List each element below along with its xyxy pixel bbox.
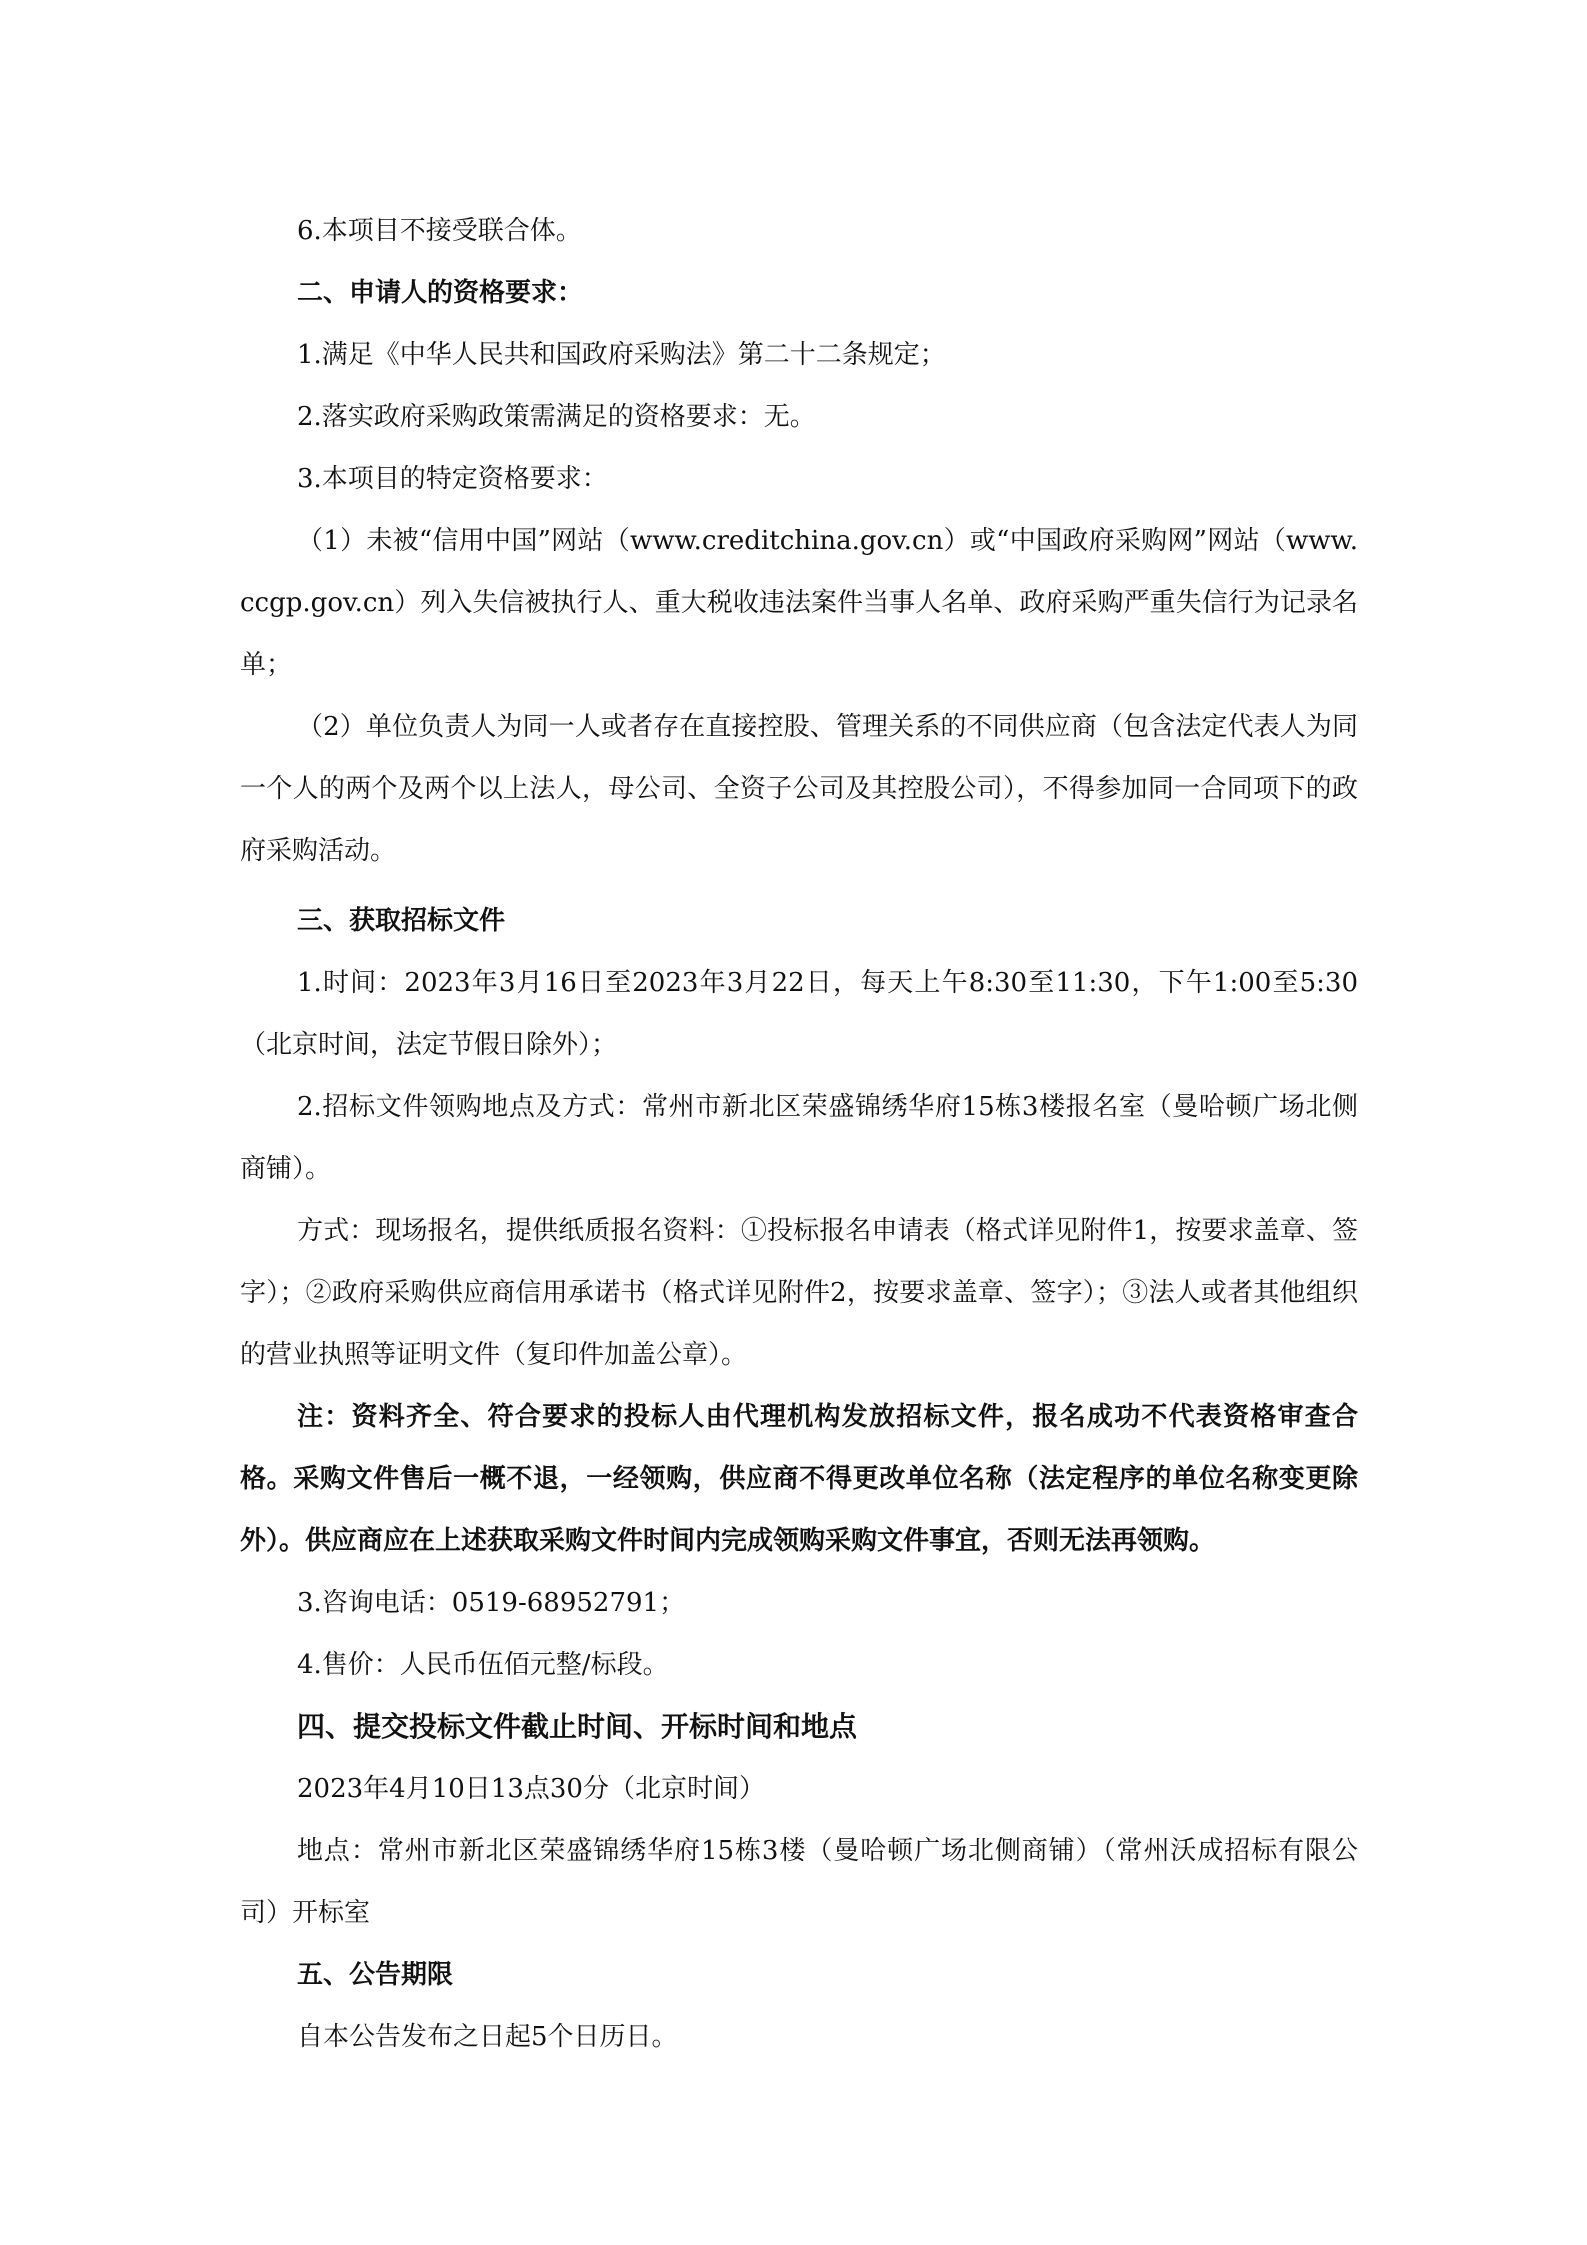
paragraph-phone: 3.咨询电话：0519-68952791； <box>297 1588 686 1618</box>
paragraph-bid-opening-location: 地点：常州市新北区荣盛锦绣华府15栋3楼（曼哈顿广场北侧商铺）（常州沃成招标有限公司）开标室 <box>240 1836 1358 1928</box>
paragraph-qualification-3: 3.本项目的特定资格要求： <box>297 464 608 494</box>
section-heading-deadline: 四、提交投标文件截止时间、开标时间和地点 <box>297 1710 858 1743</box>
paragraph-obtain-time: 1.时间：2023年3月16日至2023年3月22日，每天上午8:30至11:30，下午1:00至5:30（北京时间，法定节假日除外）； <box>240 968 1358 1060</box>
paragraph-price: 4.售价：人民币伍佰元整/标段。 <box>297 1650 669 1680</box>
paragraph-deadline-time: 2023年4月10日13点30分（北京时间） <box>297 1774 765 1804</box>
document-body <box>240 200 1358 2068</box>
paragraph-qualification-2: 2.落实政府采购政策需满足的资格要求：无。 <box>297 402 816 432</box>
paragraph-qualification-1: 1.满足《中华人民共和国政府采购法》第二十二条规定； <box>297 340 946 370</box>
paragraph-control-requirement: （2）单位负责人为同一人或者存在直接控股、管理关系的不同供应商（包含法定代表人为同一个人的两个及两个以上法人，母公司、全资子公司及其控股公司），不得参加同一合同项下的政府采购活动。 <box>240 712 1358 866</box>
paragraph-registration-method: 方式：现场报名，提供纸质报名资料：①投标报名申请表（格式详见附件1，按要求盖章、签字）；②政府采购供应商信用承诺书（格式详见附件2，按要求盖章、签字）；③法人或者其他组织的营业执照等证明文件（复印件加盖公章）。 <box>240 1216 1358 1370</box>
section-heading-qualifications: 二、申请人的资格要求： <box>297 278 584 308</box>
paragraph-notice-period: 自本公告发布之日起5个日历日。 <box>297 2022 678 2052</box>
paragraph-credit-requirement: （1）未被“信用中国”网站（www.creditchina.gov.cn）或“中国政府采购网”网站（www.ccgp.gov.cn）列入失信被执行人、重大税收违法案件当事人名单、政府采购严重失信行为记录名单； <box>240 526 1358 680</box>
paragraph-consortium: 6.本项目不接受联合体。 <box>297 216 582 246</box>
paragraph-obtain-location: 2.招标文件领购地点及方式：常州市新北区荣盛锦绣华府15栋3楼报名室（曼哈顿广场北侧商铺）。 <box>240 1092 1358 1184</box>
paragraph-note: 注：资料齐全、符合要求的投标人由代理机构发放招标文件，报名成功不代表资格审查合格。采购文件售后一概不退，一经领购，供应商不得更改单位名称（法定程序的单位名称变更除外）。供应商应在上述获取采购文件时间内完成领购采购文件事宜，否则无法再领购。 <box>240 1402 1358 1556</box>
section-heading-obtain-documents: 三、获取招标文件 <box>297 906 506 936</box>
section-heading-notice-period: 五、公告期限 <box>297 1960 454 1990</box>
